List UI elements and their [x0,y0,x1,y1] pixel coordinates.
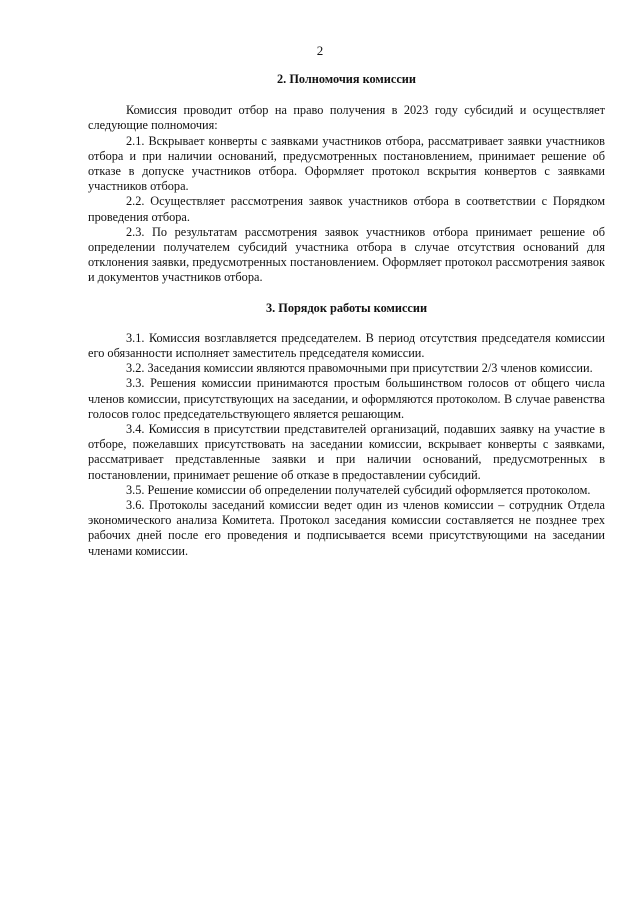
document-body [88,72,605,559]
section-3-item-3-3: 3.3. Решения комиссии принимаются простым большинством голосов от общего числа членов комиссии, присутствующих на заседании, и оформляются протоколом. В случае равенства голосов голос председательствующего является решающим. [88,376,605,421]
section-2-intro-paragraph: Комиссия проводит отбор на право получения в 2023 году субсидий и осуществляет следующие полномочия: [88,103,605,133]
section-2 [88,72,605,286]
section-3-item-3-6: 3.6. Протоколы заседаний комиссии ведет один из членов комиссии – сотрудник Отдела экономического анализа Комитета. Протокол заседания комиссии составляется не позднее трех рабочих дней после его проведения и подписывается всеми присутствующими на заседании членами комиссии. [88,498,605,558]
section-3-title: 3. Порядок работы комиссии [265,300,428,315]
section-3-item-3-2: 3.2. Заседания комиссии являются правомочными при присутствии 2/3 членов комиссии. [126,361,593,376]
section-3-item-3-4: 3.4. Комиссия в присутствии представителей организаций, подавших заявку на участие в отборе, пожелавших присутствовать на заседании комиссии, вскрывает конверты с заявками, рассматривает представленные заявки и при наличии оснований, предусмотренных в постановлении, принимает решение об отказе в предоставлении субсидий. [88,422,605,482]
section-2-item-2-1: 2.1. Вскрывает конверты с заявками участников отбора, рассматривает заявки участников отбора и при наличии оснований, предусмотренных постановлением, принимает решение об отказе в допуске участников отбора. Оформляет протокол вскрытия конвертов с заявками участников отбора. [88,133,605,194]
section-3 [88,301,605,559]
section-2-title: 2. Полномочия комиссии [277,72,416,86]
section-3-item-3-1: 3.1. Комиссия возглавляется председателем. В период отсутствия председателя комиссии его обязанности исполняет заместитель председателя комиссии. [88,330,605,361]
page-number: 2 [316,43,324,58]
section-2-item-2-2: 2.2. Осуществляет рассмотрения заявок участников отбора в соответствии с Порядком проведения отбора. [88,194,605,224]
section-2-item-2-3: 2.3. По результатам рассмотрения заявок участников отбора принимает решение об определении получателем субсидий участника отбора в случае отсутствия оснований для отклонения заявки, предусмотренных постановлением. Оформляет протокол рассмотрения заявок и документов участников отбора. [88,224,605,285]
section-3-item-3-5: 3.5. Решение комиссии об определении получателей субсидий оформляется протоколом. [126,482,591,497]
